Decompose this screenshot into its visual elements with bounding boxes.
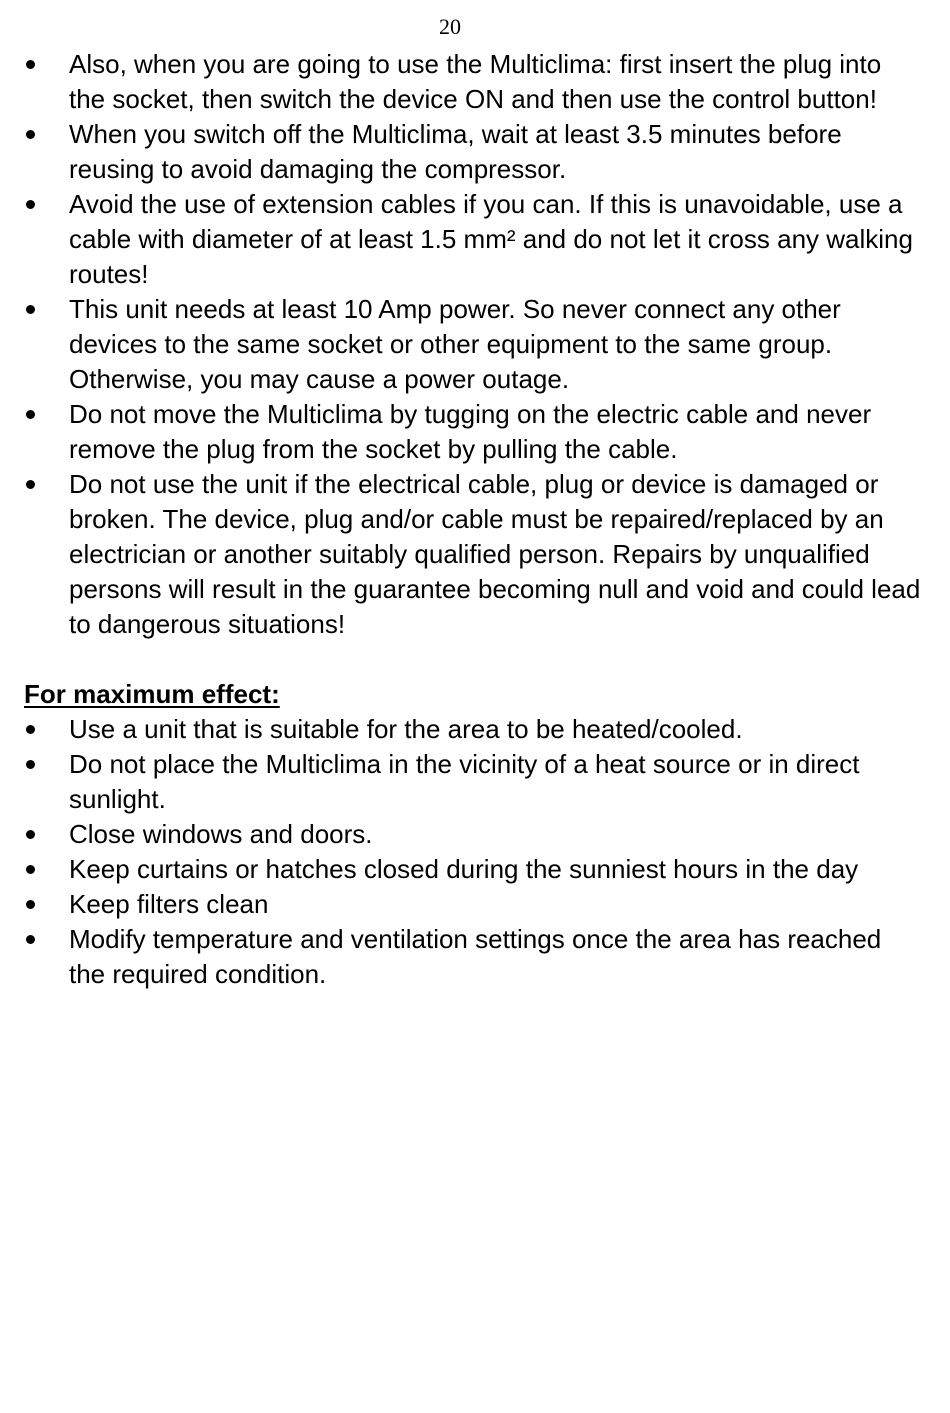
list-item [24,292,924,397]
list-item [24,887,924,922]
section-heading: For maximum effect: [24,679,280,709]
bullet-icon [26,865,35,874]
bullet-icon [26,830,35,839]
list-item [24,47,924,117]
section-spacer [24,642,924,677]
warnings-list [24,47,924,642]
list-item-text: Do not move the Multiclima by tugging on the electric cable and never remove the plug from the socket by pulling the cable. [69,399,872,464]
list-item [24,467,924,642]
bullet-icon [26,760,35,769]
bullet-icon [26,725,35,734]
list-item [24,922,924,992]
list-item-text: Modify temperature and ventilation settings once the area has reached the required condition. [69,924,882,989]
page-number: 20 [439,14,461,39]
list-item-text: Use a unit that is suitable for the area to be heated/cooled. [69,714,743,744]
list-item [24,117,924,187]
max-effect-list [24,712,924,992]
bullet-icon [26,305,35,314]
list-item [24,817,924,852]
list-item [24,747,924,817]
list-item-text: Keep curtains or hatches closed during the sunniest hours in the day [69,854,859,884]
bullet-icon [26,935,35,944]
list-item-text: When you switch off the Multiclima, wait at least 3.5 minutes before reusing to avoid damaging the compressor. [69,119,842,184]
list-item-text: Avoid the use of extension cables if you can. If this is unavoidable, use a cable with diameter of at least 1.5 mm² and do not let it cross any walking routes! [69,189,913,289]
bullet-icon [26,480,35,489]
list-item [24,397,924,467]
bullet-icon [26,410,35,419]
bullet-icon [26,200,35,209]
list-item-text: This unit needs at least 10 Amp power. So never connect any other devices to the same socket or other equipment to the same group. Otherwise, you may cause a power outage. [69,294,841,394]
list-item-text: Also, when you are going to use the Multiclima: first insert the plug into the socket, then switch the device ON and then use the control button! [69,49,882,114]
list-item-text: Do not place the Multiclima in the vicinity of a heat source or in direct sunlight. [69,749,860,814]
bullet-icon [26,900,35,909]
list-item-text: Do not use the unit if the electrical cable, plug or device is damaged or broken. The device, plug and/or cable must be repaired/replaced by an electrician or another suitably qualified person. Repairs by unqualified persons will result in the guarantee becoming null and void and could lead to dangerous situations! [69,469,921,639]
list-item-text: Keep filters clean [69,889,269,919]
list-item [24,712,924,747]
list-item [24,187,924,292]
bullet-icon [26,130,35,139]
page-content [24,47,924,992]
bullet-icon [26,60,35,69]
list-item [24,852,924,887]
list-item-text: Close windows and doors. [69,819,373,849]
